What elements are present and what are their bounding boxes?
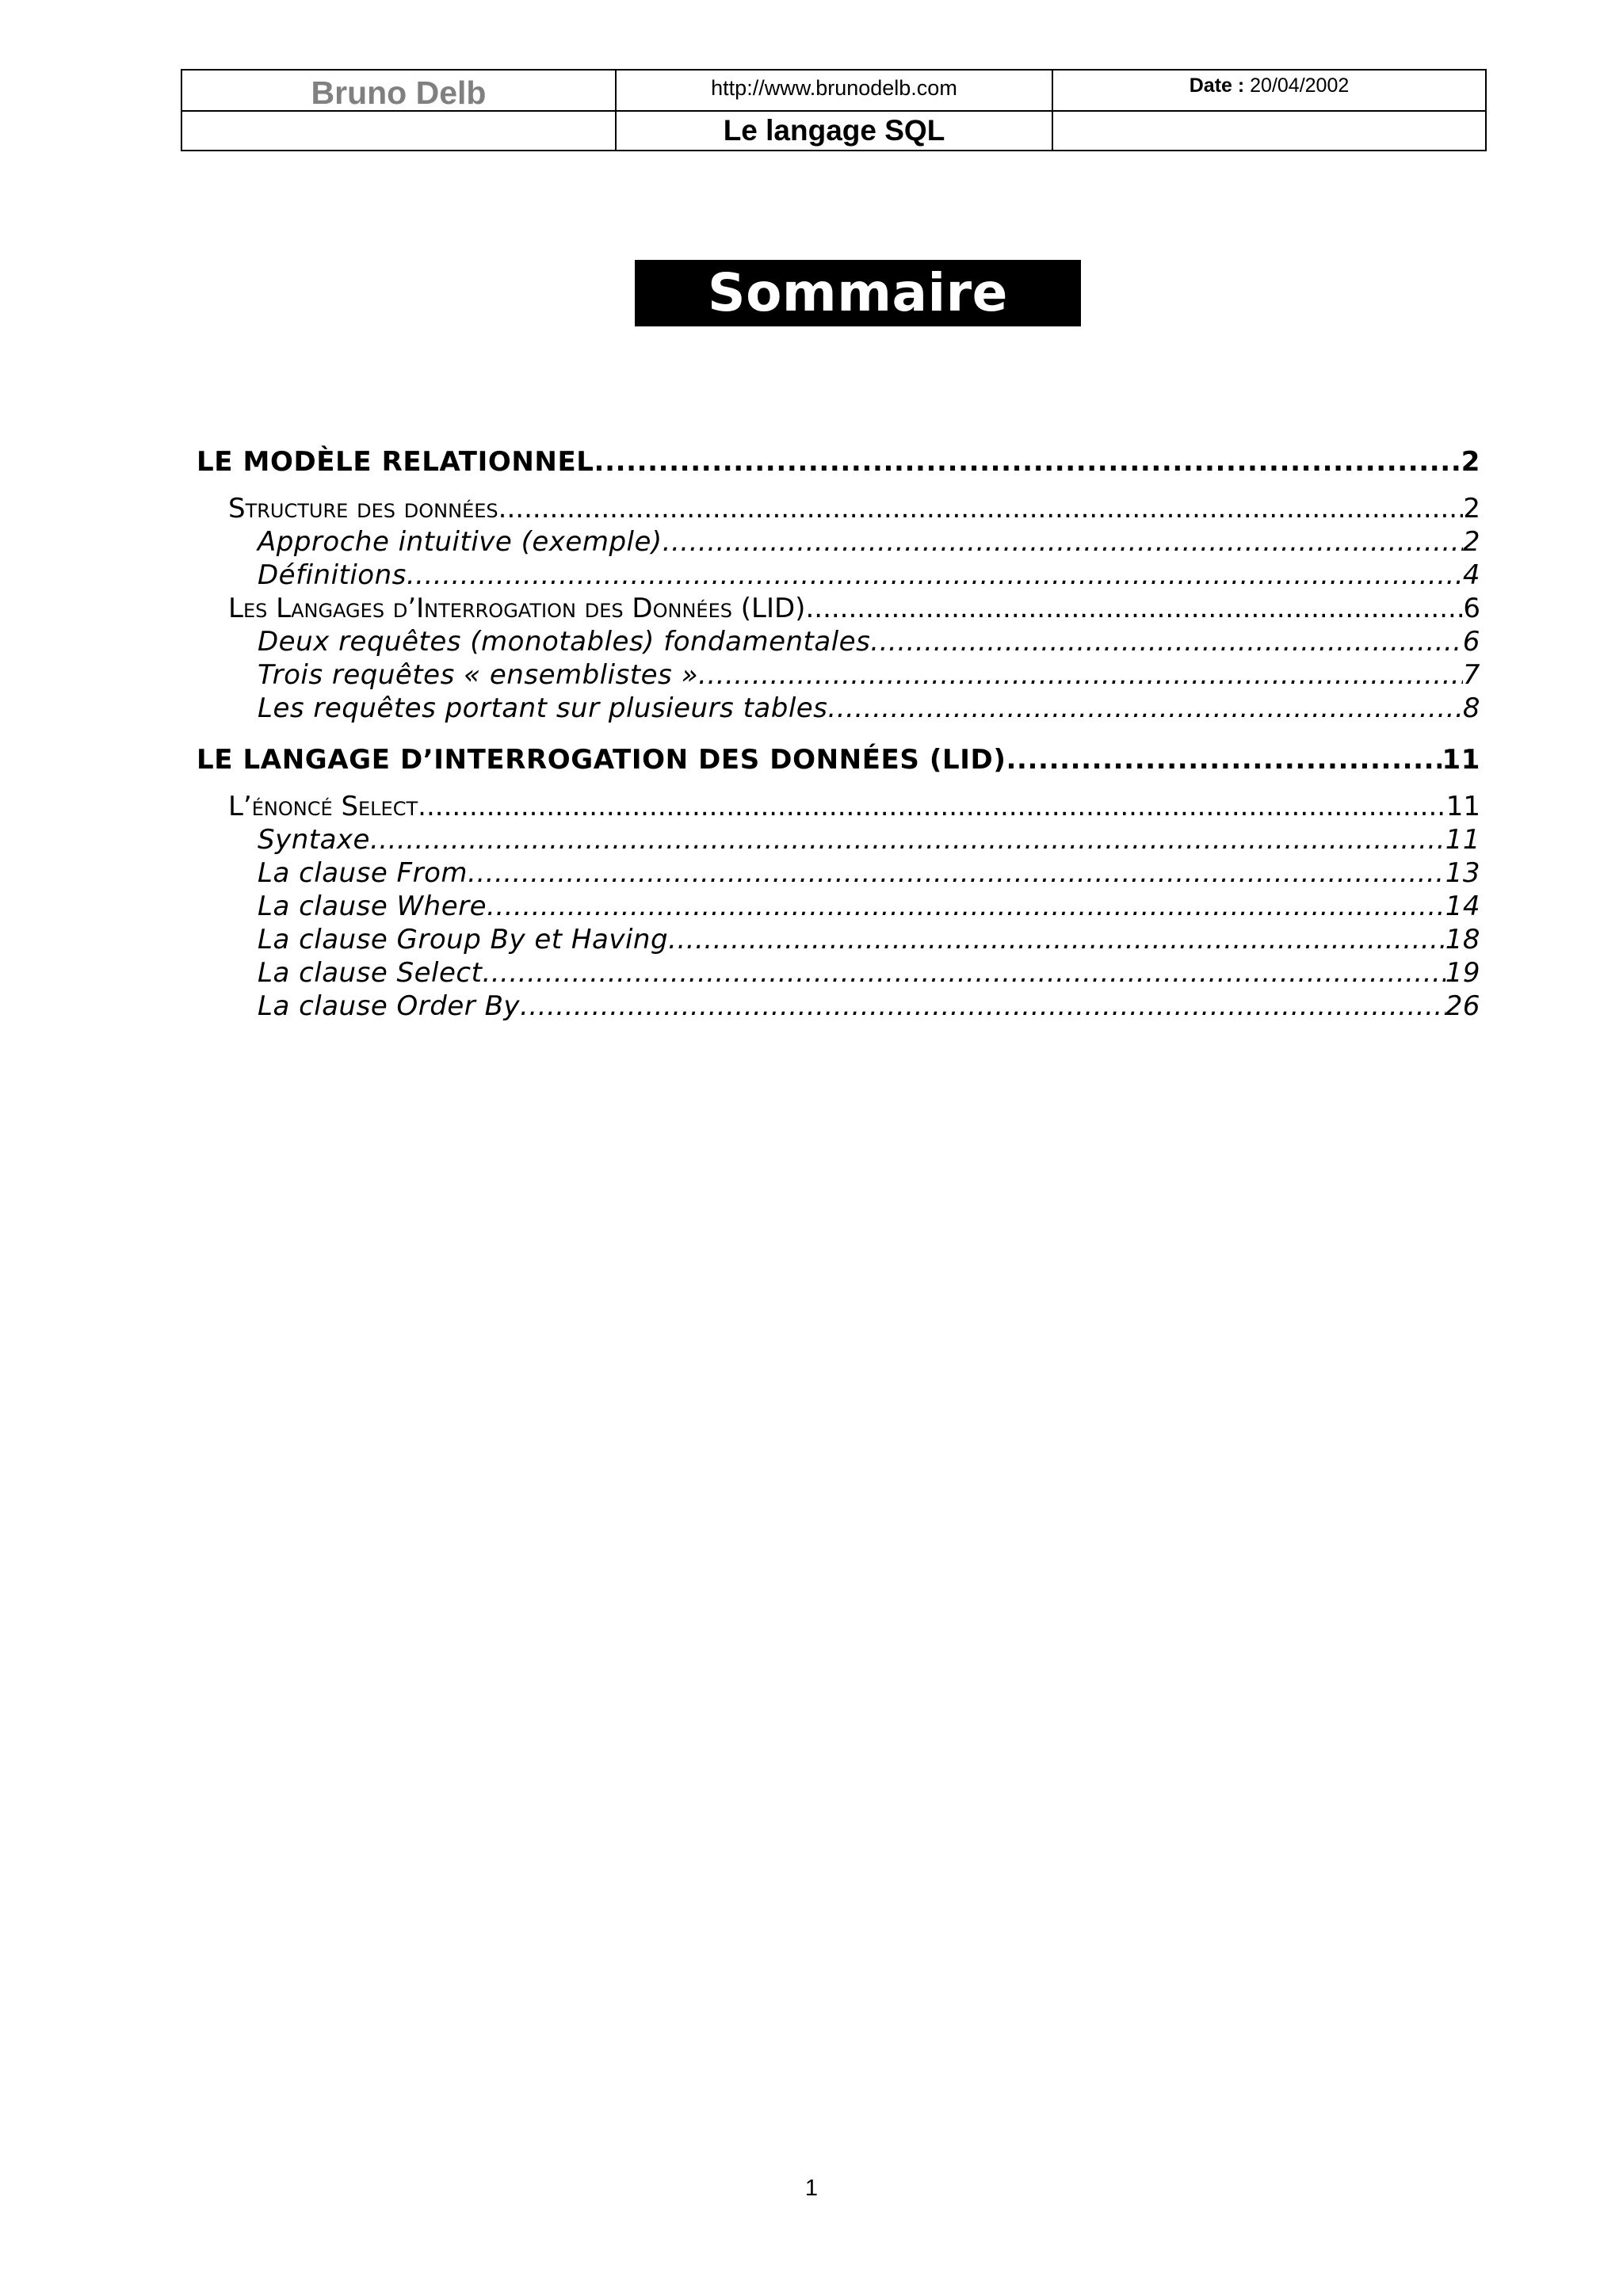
toc-label: Approche intuitive (exemple) [258,526,663,558]
toc-page: 6 [1462,626,1480,658]
toc-label: Les Langages d’Interrogation des Données (LID) [228,593,806,624]
date-value: 20/04/2002 [1250,74,1350,97]
toc-label: Deux requêtes (monotables) fondamentales [258,626,871,658]
toc-page: 2 [1461,446,1480,478]
toc-leader [698,658,1463,692]
author-name: Bruno Delb [311,74,487,111]
toc-page: 18 [1445,924,1480,955]
toc-label: Structure des données [228,493,498,524]
toc-leader [520,990,1445,1023]
header-title-cell [617,112,1053,150]
toc-page: 11 [1445,824,1480,856]
header-empty-cell [1053,112,1485,150]
toc-page: 11 [1445,791,1480,822]
header-author-cell [182,71,617,112]
toc-page: 8 [1462,692,1480,724]
date-label: Date : [1189,74,1251,97]
toc-page: 11 [1442,744,1480,776]
toc-leader [482,956,1445,990]
date-text [1053,71,1485,101]
toc-entry-item[interactable] [197,823,1480,856]
toc-entry-item[interactable] [197,990,1480,1023]
toc-entry-item[interactable] [197,692,1480,725]
toc-entry-subsection[interactable] [197,790,1480,823]
toc-page: 2 [1463,493,1480,524]
toc-page: 26 [1445,990,1480,1022]
toc-entry-subsection[interactable] [197,592,1480,625]
document-header [181,69,1487,151]
toc-entry-section[interactable] [197,738,1480,782]
toc-label: La clause Where [258,891,487,922]
toc-label: LE LANGAGE D’INTERROGATION DES DONNÉES (LID) [197,744,1006,776]
header-url-cell [617,71,1053,112]
header-date-cell [1053,71,1485,112]
toc-label: La clause Select [258,957,483,989]
summary-heading: Sommaire [635,260,1081,326]
toc-label: La clause Order By [258,990,521,1022]
toc-leader [498,492,1464,525]
toc-page: 4 [1462,559,1480,591]
toc-label: La clause Group By et Having [258,924,669,955]
toc-page: 7 [1462,659,1480,691]
toc-entry-item[interactable] [197,856,1480,890]
toc-leader [870,625,1463,658]
toc-page: 14 [1445,891,1480,922]
toc-entry-item[interactable] [197,956,1480,990]
toc-entry-item[interactable] [197,658,1480,692]
toc-page: 13 [1445,857,1480,889]
toc-entry-item[interactable] [197,923,1480,956]
toc-leader [827,692,1462,725]
toc-entry-subsection[interactable] [197,492,1480,525]
toc-label: Trois requêtes « ensemblistes » [258,659,699,691]
toc-page: 2 [1462,526,1480,558]
header-empty-cell [182,112,617,150]
toc-leader [805,592,1463,625]
table-of-contents [197,440,1480,1023]
toc-leader [668,923,1445,956]
toc-leader [418,790,1446,823]
toc-page: 6 [1463,593,1480,624]
toc-leader [487,890,1445,923]
toc-entry-item[interactable] [197,525,1480,559]
toc-leader [663,525,1463,559]
toc-label: LE MODÈLE RELATIONNEL [197,446,594,478]
toc-label: Syntaxe [258,824,370,856]
toc-leader [1006,738,1442,782]
website-link[interactable]: http://www.brunodelb.com [711,76,957,100]
toc-label: Définitions [258,559,407,591]
toc-leader [468,856,1445,890]
toc-entry-item[interactable] [197,890,1480,923]
toc-leader [594,440,1461,484]
toc-label: Les requêtes portant sur plusieurs tables [258,692,828,724]
document-title: Le langage SQL [723,114,945,147]
toc-leader [407,559,1463,592]
toc-label: La clause From [258,857,468,889]
toc-page: 19 [1445,957,1480,989]
toc-leader [370,823,1445,856]
toc-entry-item[interactable] [197,559,1480,592]
toc-entry-item[interactable] [197,625,1480,658]
toc-entry-section[interactable] [197,440,1480,484]
page-number: 1 [804,2176,819,2201]
toc-label: L’énoncé Select [228,791,418,822]
